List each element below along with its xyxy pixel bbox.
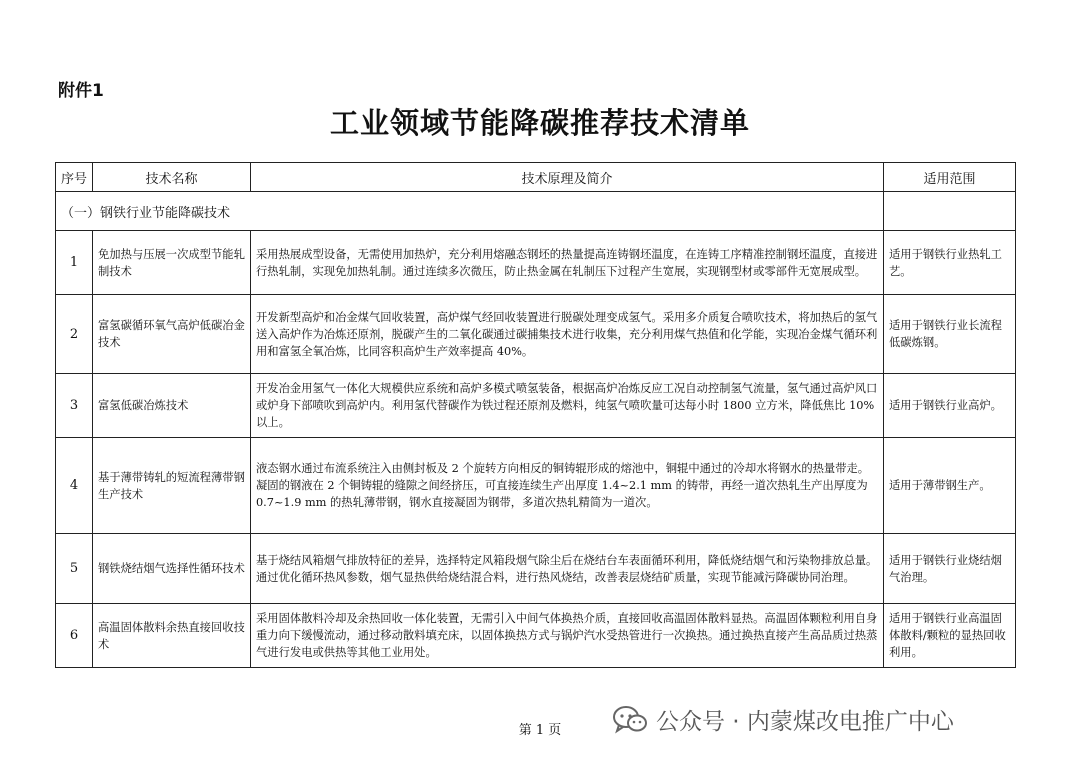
table-row [56,604,1016,668]
row-number: 3 [56,374,93,438]
column-header-no: 序号 [56,163,93,192]
watermark [612,703,954,736]
technology-scope: 适用于钢铁行业热轧工艺。 [884,231,1016,295]
technology-description: 开发冶金用氢气一体化大规模供应系统和高炉多模式喷氢装备，根据高炉冶炼反应工况自动控制氢气流量，氢气通过高炉风口或炉身下部喷吹到高炉内。利用氢代替碳作为铁过程还原剂及燃料，纯氢气喷吹量可达每小时 1800 立方米，降低焦比 10%以上。 [251,374,884,438]
row-number: 5 [56,534,93,604]
table-row [56,295,1016,374]
technology-description: 液态钢水通过布流系统注入由侧封板及 2 个旋转方向相反的铜铸辊形成的熔池中，铜辊中通过的冷却水将钢水的热量带走。凝固的钢液在 2 个铜铸辊的缝隙之间经挤压，可直接连续生产出厚度 1.4~2.1 mm 的铸带，再经一道次热轧生产出厚度为 0.7~1.9 mm 的热轧薄带钢，钢水直接凝固为钢带，多道次热轧精简为一道次。 [251,438,884,534]
section-empty-cell [884,192,1016,231]
row-number: 1 [56,231,93,295]
page-number: 第 1 页 [518,723,562,738]
table-row [56,438,1016,534]
technology-name: 钢铁烧结烟气选择性循环技术 [93,534,251,604]
row-number: 6 [56,604,93,668]
column-header-principle: 技术原理及简介 [251,163,884,192]
technology-scope: 适用于钢铁行业高炉。 [884,374,1016,438]
section-row [56,192,1016,231]
technology-name: 基于薄带铸轧的短流程薄带钢生产技术 [93,438,251,534]
column-header-scope: 适用范围 [884,163,1016,192]
technology-scope: 适用于钢铁行业长流程低碳炼钢。 [884,295,1016,374]
table-row [56,374,1016,438]
table-header-row [56,163,1016,192]
row-number: 4 [56,438,93,534]
technology-table [55,162,1016,668]
table-row [56,231,1016,295]
technology-scope: 适用于钢铁行业烧结烟气治理。 [884,534,1016,604]
section-title: （一）钢铁行业节能降碳技术 [56,192,884,231]
table-row [56,534,1016,604]
technology-scope: 适用于钢铁行业高温固体散料/颗粒的显热回收利用。 [884,604,1016,668]
technology-name: 高温固体散料余热直接回收技术 [93,604,251,668]
technology-name: 免加热与压展一次成型节能轧制技术 [93,231,251,295]
column-header-name: 技术名称 [93,163,251,192]
technology-name: 富氢碳循环氧气高炉低碳冶金技术 [93,295,251,374]
row-number: 2 [56,295,93,374]
attachment-label: 附件1 [58,81,104,101]
technology-description: 采用热展成型设备，无需使用加热炉，充分利用熔融态钢坯的热量提高连铸钢坯温度，在连铸工序精准控制钢坯温度，直接进行热轧制，实现免加热轧制。通过连续多次微压，防止热金属在轧制压下过程产生宽展，实现钢型材或零部件无宽展成型。 [251,231,884,295]
technology-scope: 适用于薄带钢生产。 [884,438,1016,534]
wechat-icon [612,705,648,735]
technology-description: 开发新型高炉和冶金煤气回收装置，高炉煤气经回收装置进行脱碳处理变成氢气。采用多介质复合喷吹技术，将加热后的氢气送入高炉作为冶炼还原剂，脱碳产生的二氧化碳通过碳捕集技术进行收集，充分利用煤气热值和化学能，实现冶金煤气循环利用和富氢全氧冶炼，比同容积高炉生产效率提高 40%。 [251,295,884,374]
technology-name: 富氢低碳冶炼技术 [93,374,251,438]
watermark-text: 公众号 · 内蒙煤改电推广中心 [656,709,954,735]
technology-description: 基于烧结风箱烟气排放特征的差异，选择特定风箱段烟气除尘后在烧结台车表面循环利用，降低烧结烟气和污染物排放总量。通过优化循环热风参数，烟气显热供给烧结混合料，进行热风烧结，改善表层烧结矿质量，实现节能减污降碳协同治理。 [251,534,884,604]
document-title: 工业领域节能降碳推荐技术清单 [329,106,750,140]
technology-description: 采用固体散料冷却及余热回收一体化装置，无需引入中间气体换热介质，直接回收高温固体散料显热。高温固体颗粒利用自身重力向下缓慢流动，通过移动散料填充床，以固体换热方式与锅炉汽水受热管进行一次换热。通过换热直接产生高品质过热蒸气进行发电或供热等其他工业用处。 [251,604,884,668]
